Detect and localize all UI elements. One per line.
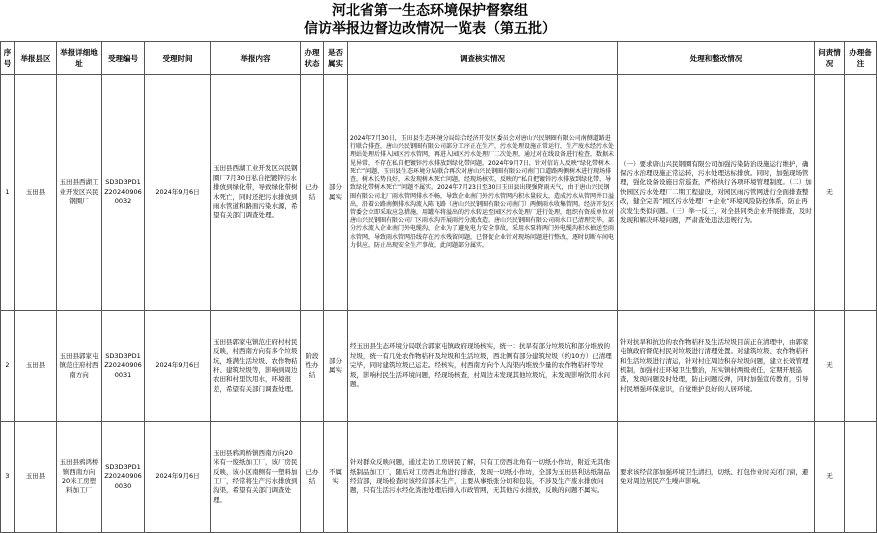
cell-verified: 部分属实: [324, 311, 348, 422]
header-verified: 是否属实: [324, 42, 348, 75]
header-district: 举报县区: [15, 42, 57, 75]
cell-district: 玉田县: [15, 311, 57, 422]
cell-time: 2024年9月6日: [145, 311, 211, 422]
cell-accountability: 无: [815, 422, 845, 533]
cell-remark: [845, 75, 877, 311]
table-row: [1, 311, 877, 422]
cell-investigation: 针对群众反映问题，通过走访工房居民了解，只有工房西北角有一切纸小作坊，附近无其他纸制品加工厂，随后对工房西北角进行排查，发现一切纸小作坊，全部为玉田县利达纸制品经营部，现场检查时该经营部未生产，主要从事纸张分切和包装，不涉及生产废水排放问题，只有生活污水经化粪池处理后排入市政管网，无其他污水排放，反映的问题不属实。: [348, 422, 618, 533]
cell-district: 玉田县: [15, 422, 57, 533]
cell-district: 玉田县: [15, 75, 57, 311]
cell-verified: 不属实: [324, 422, 348, 533]
cell-no: 1: [1, 75, 15, 311]
table-row: [1, 75, 877, 311]
cell-handling: （一）要求唐山兴民钢圈有限公司加强污染防治设施运行维护，确保污水治理设施正常运转，污水处理达标排放。同时，加强现场管理，强化设备设施日常巡查，严格执行各项环境管理制度。（二）加快园区污水处理厂二期工程建设，对园区雨污管网进行全面排查整改，健全完善“园区污水处理厂+企业”环境风险防控体系，防止再次发生类似问题。（三）举一反三，对全县同类企业开展排查，及时发现和解决环境问题，严肃查处违法违规行为。: [618, 75, 815, 311]
cell-remark: [845, 422, 877, 533]
cell-investigation: 2024年7月30日，玉田县生态环境分局综合经济开发区委员会对唐山兴民钢圈有限公司南侧道路进行联合排查，唐山兴民钢圈有限公司部分工序正在生产，污水处理设施正常运行，生产废水经污水处理站处理后排入园区污水管网，再进入园区污水处理厂二次处理，通过对在线设备进行检查，数据未见异常，不存在私自把镀锌污水排放到绿化带问题。2024年9月7日，针对信访人反映“绿化带树木死亡”问题，玉田县生态环境分局联合再次对唐山兴民钢圈有限公司南门口道路两侧树木进行现场排查，树木长势良好，未发现树木死亡问题。经现场核实，反映的“私自把镀锌污水排放到绿化带，导致绿化带树木死亡”问题不属实。2024年7月23日至30日玉田县出现强降雨天气，由于唐山兴民钢圈有限公司北厂雨水管网排水不畅，导致企业南门外污水管网内积水量较大，造成污水从管网井口溢出，沿着公路南侧排水沟流入陈飞路（唐山兴民钢圈有限公司南门）两侧雨水收集管网。经济开发区管委会立即采取应急措施，用罐车将溢出的污水转运至园区污水处理厂进行处理，组织有资质单位对唐山兴民钢圈有限公司厂区雨水沟开展雨污分流改造。唐山兴民钢圈有限公司雨水口已清理完毕，部分污水流入企业南门外电缆沟，企业为了避免电力安全事故，采用水泵将两门外电缆沟积水抽送至雨水管网，导致雨水管网沿线存在污水残留问题，已督促企业针对现场问题进行整改，逐时切断车间电力供应，防止出现安全生产事故，此问题部分属实。: [348, 75, 618, 311]
cell-investigation: 经玉田县生态环境分局联合郭家屯镇政府现场核实，统一：抗旱有部分垃圾坑和部分堆放的垃圾，统一有几处农作物秸秆及垃圾和生活垃圾，西北侧有部分建筑垃圾（约10方）已清理完毕，同时建筑垃圾已运走。经核实，村西南方向个人沟渠内堆放少量的农作物秸秆等垃圾，影响村民生活环境问题，经现场核查，村周边未发现其他垃圾坑，未发现影响饮用水问题。: [348, 311, 618, 422]
header-no: 序号: [1, 42, 15, 75]
cell-code: SD3D3PD1Z202409060032: [102, 75, 145, 311]
cell-status: 阶段性办结: [301, 311, 324, 422]
cell-handling: 针对抗旱和抗边的农作物秸秆及生活垃圾目前正在清理中，由郭家屯镇政府督促村民对垃圾进行清理处置。对建筑垃圾、农作物秸秆和生活垃圾进行清运，针对村庄周边积存垃圾问题，建立长效管理机制，加强村庄环境卫生整治，压实镇村两级责任，定期开展巡查，发现问题及时处理，防止问题反弹，同时加强宣传教育，引导村民增强环保意识，自觉维护良好的人居环境。: [618, 311, 815, 422]
header-time: 受理时间: [145, 42, 211, 75]
header-handling: 处理和整改情况: [618, 42, 815, 75]
table-row: [1, 422, 877, 533]
header-accountability: 问责情况: [815, 42, 845, 75]
cell-handling: 要求该经营部加强环境卫生清扫，切纸、打包作业时关闭门窗，避免对周边居民产生噪声影响。: [618, 422, 815, 533]
report-table: [0, 41, 877, 533]
cell-accountability: 无: [815, 311, 845, 422]
cell-remark: [845, 311, 877, 422]
cell-content: 玉田县鸦鸿桥镇西南方向20米有一废纸加工厂，该厂房民反映，该小区南侧有一塑料加工厂，经常将生产污水排放到沟渠，希望有关部门调查处理。: [211, 422, 301, 533]
cell-no: 2: [1, 311, 15, 422]
cell-accountability: 无: [815, 75, 845, 311]
header-investigation: 调查核实情况: [348, 42, 618, 75]
header-content: 举报内容: [211, 42, 301, 75]
cell-address: 玉田县郭家屯镇范庄府村西南方向: [57, 311, 102, 422]
cell-code: SD3D3PD1Z202409060031: [102, 311, 145, 422]
cell-address: 玉田县鸦鸿桥镇西南方向20米工房塑料加工厂: [57, 422, 102, 533]
table-header-row: [1, 42, 877, 75]
cell-time: 2024年9月6日: [145, 422, 211, 533]
header-status: 办理状态: [301, 42, 324, 75]
cell-address: 玉田县西湖工业开发区兴民钢圈厂: [57, 75, 102, 311]
header-address: 举报详细地址: [57, 42, 102, 75]
cell-verified: 部分属实: [324, 75, 348, 311]
cell-content: 玉田县郭家屯镇范庄府村村民反映，村西南方向有多个垃圾坑，堆满生活垃圾、农作物秸秆、建筑垃圾等，影响到周边农田和村里饮用水，环境很差，希望有关部门调查处理。: [211, 311, 301, 422]
cell-no: 3: [1, 422, 15, 533]
cell-content: 玉田县西湖工业开发区兴民钢圈厂7月30日私自把镀锌污水排放到绿化带，导致绿化带树木死亡，同时还把污水排放到雨水管道和路面污染水源，希望有关部门调查处理。: [211, 75, 301, 311]
page-subtitle: 信访举报边督边改情况一览表（第五批）: [304, 21, 556, 37]
page-title: 河北省第一生态环境保护督察组: [332, 3, 528, 19]
header-code: 受理编号: [102, 42, 145, 75]
header-remark: 办理备注: [845, 42, 877, 75]
cell-status: 已办结: [301, 422, 324, 533]
cell-status: 已办结: [301, 75, 324, 311]
cell-time: 2024年9月6日: [145, 75, 211, 311]
cell-code: SD3D3PD1Z202409060030: [102, 422, 145, 533]
